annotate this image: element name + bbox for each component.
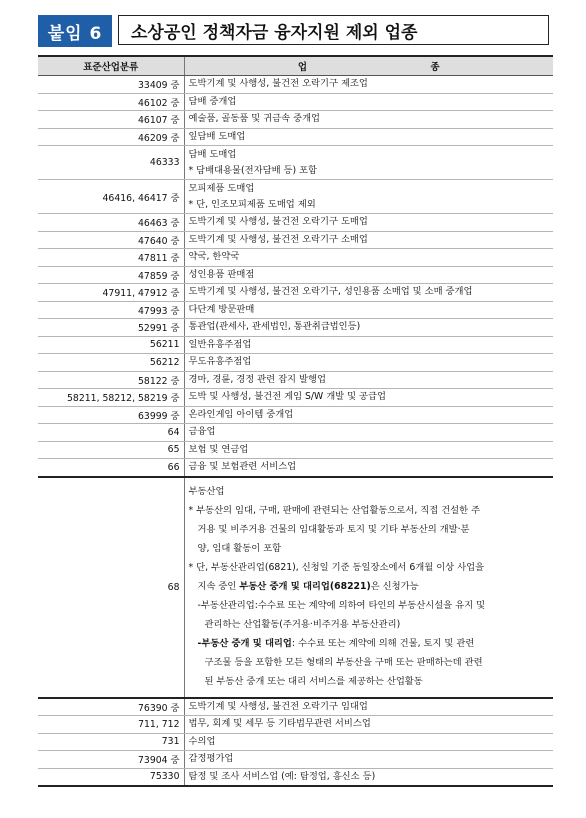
industry-description xyxy=(184,111,553,129)
table-row xyxy=(38,733,553,751)
real-estate-note-line: 거용 및 비주거용 건물의 임대활동과 토지 및 기타 부동산의 개발·분 xyxy=(197,523,470,535)
exception-text: 지속 중인 xyxy=(197,580,240,592)
table-row xyxy=(38,214,553,232)
column-header-code: 표준산업분류 xyxy=(38,56,184,76)
industry-code: 65 xyxy=(38,441,184,459)
industry-description xyxy=(184,441,553,459)
real-estate-note-line: * 부동산의 임대, 구매, 판매에 관련되는 산업활동으로서, 직접 건설한 주 xyxy=(188,504,481,516)
industry-description xyxy=(184,371,553,389)
industry-name: 모피제품 도매업 xyxy=(188,182,255,194)
table-row xyxy=(38,111,553,129)
industry-code: 75330 xyxy=(38,768,184,786)
industry-description xyxy=(184,249,553,267)
industry-code: 46102 중 xyxy=(38,93,184,111)
document-header xyxy=(38,15,553,47)
industry-description xyxy=(184,459,553,477)
table-row xyxy=(38,93,553,111)
industry-name: 도박기계 및 사행성, 불건전 오락기구 소매업 xyxy=(188,233,368,245)
industry-code: 73904 중 xyxy=(38,751,184,769)
real-estate-title: 부동산업 xyxy=(188,485,225,497)
table-row xyxy=(38,424,553,442)
appendix-badge: 붙임 6 xyxy=(38,15,112,47)
industry-name: 보험 및 연금업 xyxy=(188,443,249,455)
sub-definition-text: : 수수료 또는 계약에 의해 건물, 토지 및 관련 xyxy=(291,637,475,649)
industry-description xyxy=(184,319,553,337)
industry-name: 무도유흥주점업 xyxy=(188,356,252,368)
real-estate-exception-line xyxy=(189,577,554,596)
industry-name: 금융 및 보험관련 서비스업 xyxy=(188,461,297,473)
table-row xyxy=(38,319,553,337)
industry-description xyxy=(184,214,553,232)
table-row xyxy=(38,459,553,477)
industry-name: 담배 도매업 xyxy=(188,148,237,160)
industry-code: 731 xyxy=(38,733,184,751)
industry-description xyxy=(184,284,553,302)
table-row xyxy=(38,284,553,302)
table-body-top xyxy=(38,76,553,477)
table-row xyxy=(38,249,553,267)
industry-name: 잎담배 도매업 xyxy=(188,130,246,142)
table-row xyxy=(38,441,553,459)
table-row xyxy=(38,146,553,180)
industry-name: 수의업 xyxy=(188,735,216,747)
industry-code: 64 xyxy=(38,424,184,442)
industry-description xyxy=(184,354,553,372)
industry-description xyxy=(184,128,553,146)
industry-code: 46107 중 xyxy=(38,111,184,129)
industry-description xyxy=(184,266,553,284)
industry-code: 33409 중 xyxy=(38,76,184,94)
industry-code: 76390 중 xyxy=(38,698,184,716)
table-row xyxy=(38,371,553,389)
industry-code: 56211 xyxy=(38,336,184,354)
table-row xyxy=(38,180,553,214)
industry-name: 금융업 xyxy=(188,426,216,438)
industry-code: 47993 중 xyxy=(38,301,184,319)
industry-code: 47811 중 xyxy=(38,249,184,267)
industry-name: 탐정 및 조사 서비스업 (예: 탐정업, 흥신소 등) xyxy=(188,770,376,782)
table-row xyxy=(38,231,553,249)
industry-note: * 담배대용물(전자담배 등) 포함 xyxy=(188,164,318,176)
table-row xyxy=(38,354,553,372)
table-row xyxy=(38,336,553,354)
industry-description xyxy=(184,389,553,407)
sub-definition-line: 관리하는 산업활동(주거용·비주거용 부동산관리) xyxy=(204,618,401,630)
industry-code: 63999 중 xyxy=(38,406,184,424)
industry-description xyxy=(184,93,553,111)
industry-name: 약국, 한약국 xyxy=(188,251,240,263)
sub-definition-line xyxy=(189,634,554,653)
table-row xyxy=(38,768,553,786)
industry-description xyxy=(184,76,553,94)
industry-name: 도박기계 및 사행성, 불건전 오락기구, 성인용품 소매업 및 소매 중개업 xyxy=(188,286,473,298)
industry-description xyxy=(184,180,553,214)
industry-name: 감정평가업 xyxy=(188,753,234,765)
industry-name: 통관업(관세사, 관세법인, 통관취급법인등) xyxy=(188,321,361,333)
industry-code: 58122 중 xyxy=(38,371,184,389)
industry-description xyxy=(184,301,553,319)
industry-description xyxy=(184,477,553,698)
real-estate-exception-line: * 단, 부동산관리업(6821), 신청일 기준 동일장소에서 6개월 이상 사업을 xyxy=(188,561,485,573)
table-header-row xyxy=(38,56,553,76)
industry-code: 52991 중 xyxy=(38,319,184,337)
sub-definition-line: -부동산관리업:수수료 또는 계약에 의하여 타인의 부동산시설을 유지 및 xyxy=(197,599,486,611)
industry-name: 도박기계 및 사행성, 불건전 오락기구 도매업 xyxy=(188,216,368,228)
table-row xyxy=(38,698,553,716)
industry-code: 46463 중 xyxy=(38,214,184,232)
column-header-industry: 업 종 xyxy=(184,56,553,76)
industry-description xyxy=(184,768,553,786)
industry-name: 도박기계 및 사행성, 불건전 오락기구 제조업 xyxy=(188,78,368,90)
industry-description xyxy=(184,231,553,249)
industry-name: 온라인게임 아이템 중개업 xyxy=(188,408,294,420)
table-row xyxy=(38,76,553,94)
table-body-bottom xyxy=(38,698,553,787)
industry-description xyxy=(184,146,553,180)
industry-description xyxy=(184,733,553,751)
industry-code: 46209 중 xyxy=(38,128,184,146)
excluded-industries-table xyxy=(38,55,553,787)
industry-description xyxy=(184,406,553,424)
sub-definition-line: 된 부동산 중개 또는 대리 서비스를 제공하는 산업활동 xyxy=(204,675,423,687)
industry-code: 58211, 58212, 58219 중 xyxy=(38,389,184,407)
industry-name: 예술품, 골동품 및 귀금속 중개업 xyxy=(188,113,321,125)
industry-code: 68 xyxy=(38,477,184,698)
table-row xyxy=(38,266,553,284)
industry-code: 66 xyxy=(38,459,184,477)
table-row xyxy=(38,751,553,769)
industry-name: 성인용품 판매점 xyxy=(188,268,255,280)
industry-code: 47859 중 xyxy=(38,266,184,284)
industry-description xyxy=(184,698,553,716)
table-row-real-estate xyxy=(38,477,553,698)
industry-description xyxy=(184,336,553,354)
industry-code: 711, 712 xyxy=(38,716,184,734)
industry-name: 다단계 방문판매 xyxy=(188,303,255,315)
industry-code: 47640 중 xyxy=(38,231,184,249)
industry-description xyxy=(184,716,553,734)
industry-code: 56212 xyxy=(38,354,184,372)
industry-name: 법무, 회계 및 세무 등 기타법무관련 서비스업 xyxy=(188,718,371,730)
industry-name: 도박기계 및 사행성, 불건전 오락기구 임대업 xyxy=(188,700,368,712)
industry-name: 일반유흥주점업 xyxy=(188,338,252,350)
table-row xyxy=(38,389,553,407)
industry-code: 47911, 47912 중 xyxy=(38,284,184,302)
page-title: 소상공인 정책자금 융자지원 제외 업종 xyxy=(118,15,549,45)
industry-name: 경마, 경륜, 경정 관련 잡지 발행업 xyxy=(188,373,326,385)
industry-note: * 단, 인조모피제품 도매업 제외 xyxy=(188,198,316,210)
exception-text: 은 신청가능 xyxy=(370,580,419,592)
table-row xyxy=(38,301,553,319)
sub-definition-line: 구조물 등을 포함한 모든 형태의 부동산을 구매 또는 판매하는데 관련 xyxy=(204,656,483,668)
table-row xyxy=(38,406,553,424)
exception-bold-text: 부동산 중개 및 대리업(68221) xyxy=(239,580,371,592)
industry-description xyxy=(184,751,553,769)
industry-description xyxy=(184,424,553,442)
table-row xyxy=(38,716,553,734)
table-row xyxy=(38,128,553,146)
sub-definition-bold: -부동산 중개 및 대리업 xyxy=(197,637,292,649)
industry-name: 도박 및 사행성, 불건전 게임 S/W 개발 및 공급업 xyxy=(188,391,386,403)
industry-name: 담배 중개업 xyxy=(188,95,237,107)
industry-code: 46416, 46417 중 xyxy=(38,180,184,214)
real-estate-section xyxy=(38,477,553,698)
industry-code: 46333 xyxy=(38,146,184,180)
real-estate-note-line: 양, 임대 활동이 포함 xyxy=(197,542,282,554)
